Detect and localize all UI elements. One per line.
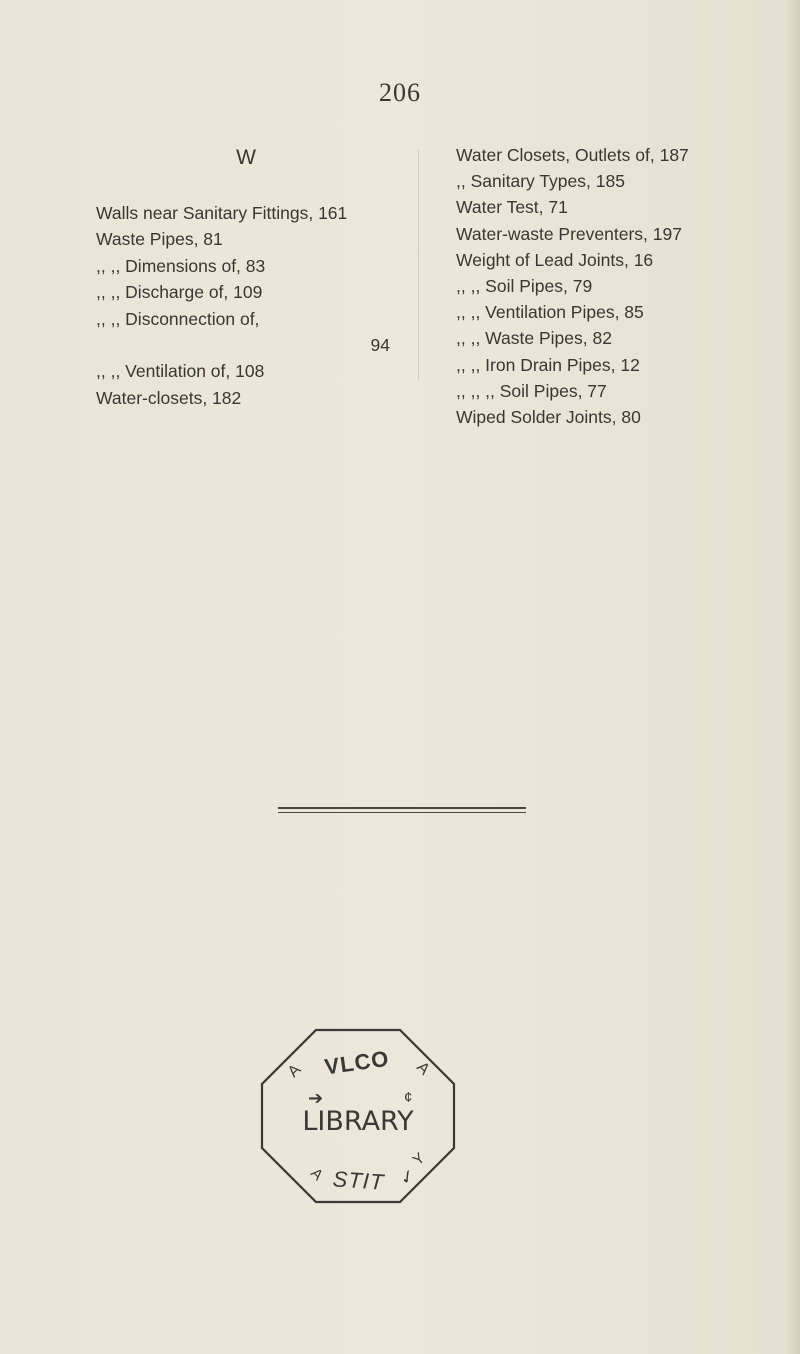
index-entry: Walls near Sanitary Fittings, 161: [96, 203, 348, 223]
svg-text:Y: Y: [409, 1149, 429, 1170]
stamp-library-text: LIBRARY: [302, 1106, 414, 1137]
section-letter: W: [236, 146, 256, 169]
svg-text:➔: ➔: [308, 1088, 324, 1108]
index-entry: ,, ,, ,, Soil Pipes, 77: [456, 380, 607, 401]
svg-text:A: A: [307, 1164, 327, 1184]
index-column-left: [96, 142, 396, 411]
page-edge-shadow: [786, 0, 800, 1354]
end-rule-thin: [278, 812, 526, 813]
svg-text:¢: ¢: [404, 1089, 413, 1106]
index-entry: Water Test, 71: [456, 197, 568, 218]
index-entry: Weight of Lead Joints, 16: [456, 249, 654, 270]
index-entry-continuation: 94: [370, 335, 390, 356]
index-entry: Water-closets, 182: [96, 387, 242, 408]
svg-text:A: A: [284, 1061, 305, 1081]
index-entry: ,, ,, Iron Drain Pipes, 12: [456, 354, 640, 375]
library-stamp: [256, 1018, 460, 1214]
index-entry: Water Closets, Outlets of, 187: [456, 145, 689, 165]
svg-text:A: A: [413, 1058, 433, 1079]
index-entry: ,, Sanitary Types, 185: [456, 171, 625, 192]
index-entry: ,, ,, Ventilation Pipes, 85: [456, 302, 644, 323]
index-column-right: [456, 142, 776, 430]
svg-text:VLCO: VLCO: [322, 1045, 391, 1080]
page-number: 206: [379, 78, 421, 107]
index-entry: ,, ,, Soil Pipes, 79: [456, 276, 593, 297]
index-entry: Wiped Solder Joints, 80: [456, 407, 641, 428]
index-entry: ,, ,, Ventilation of, 108: [96, 361, 265, 382]
index-entry: ,, ,, Dimensions of, 83: [96, 255, 266, 276]
svg-text:✓: ✓: [396, 1164, 420, 1190]
index-entry: ,, ,, Waste Pipes, 82: [456, 328, 612, 349]
end-rule: [278, 807, 526, 809]
index-entry: ,, ,, Disconnection of,: [96, 308, 260, 329]
index-entry: Water-waste Preventers, 197: [456, 223, 682, 244]
svg-text:STIT: STIT: [331, 1166, 386, 1195]
index-entry: Waste Pipes, 81: [96, 229, 223, 250]
column-divider: [418, 150, 419, 380]
index-entry: ,, ,, Discharge of, 109: [96, 282, 263, 303]
